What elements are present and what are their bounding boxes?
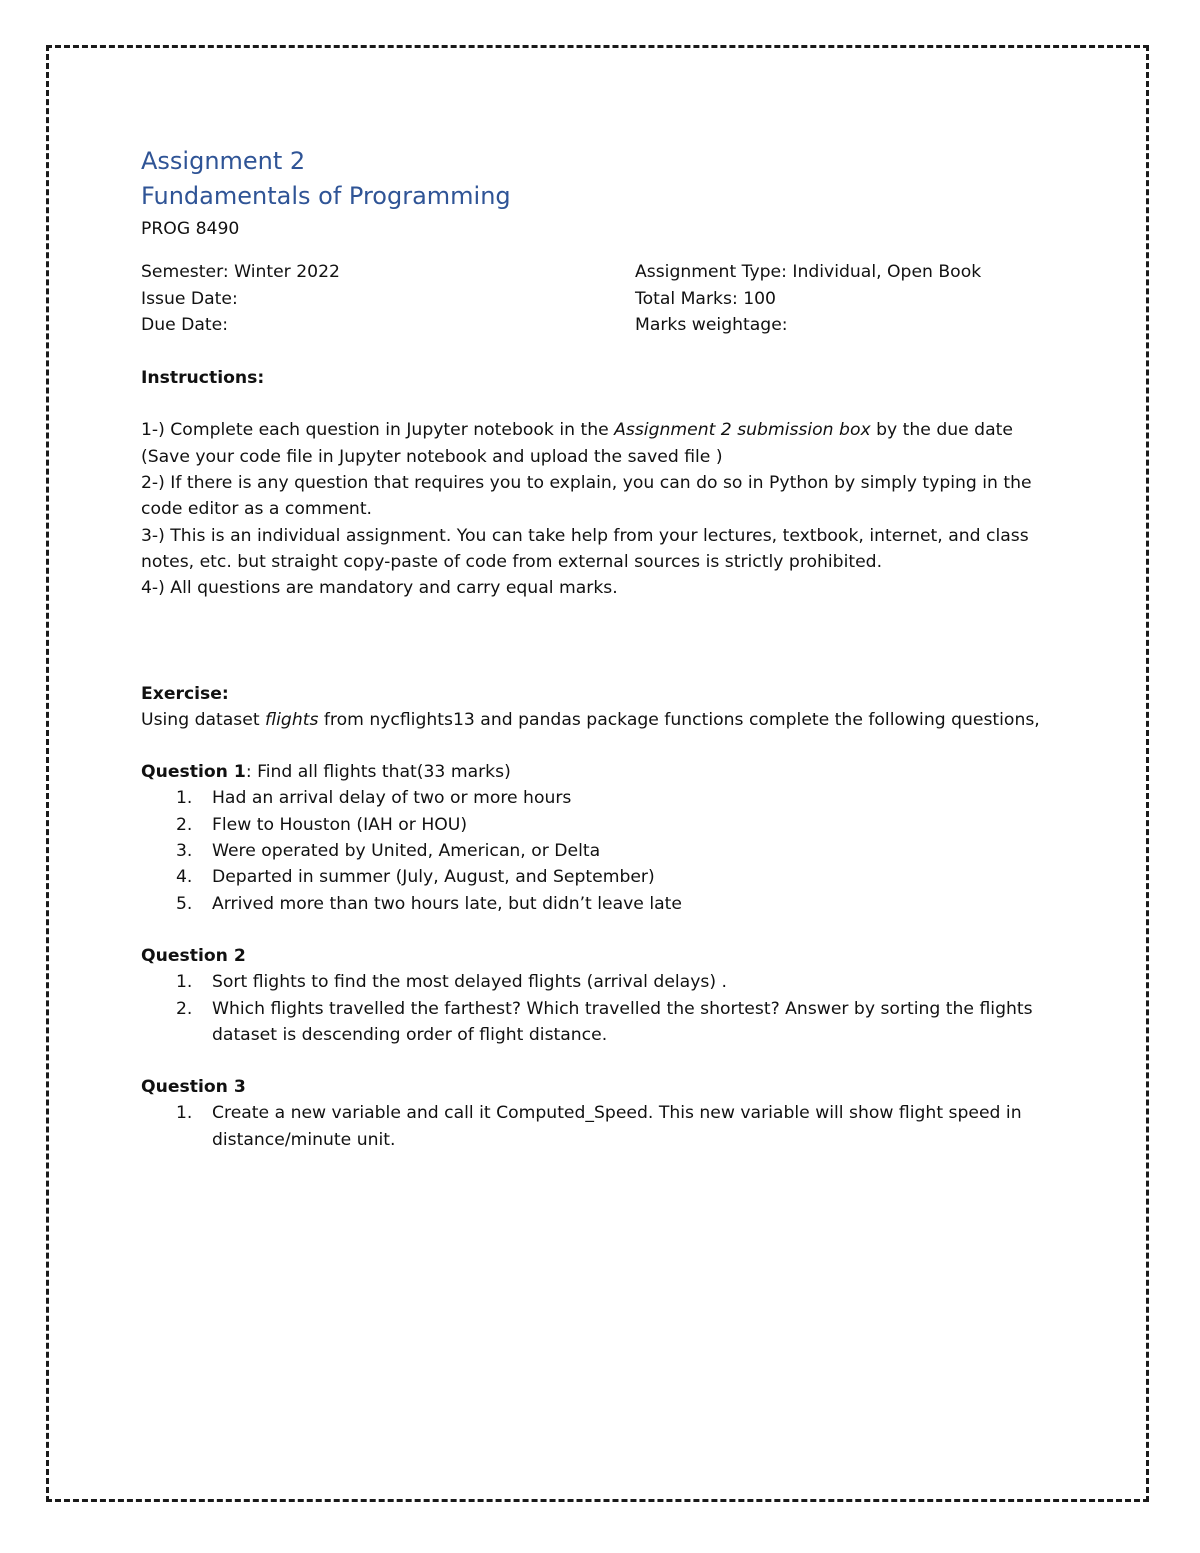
instructions-heading: Instructions:	[141, 368, 265, 389]
list-item-number: 1.	[176, 972, 193, 993]
list-item	[141, 838, 1061, 864]
list-item	[141, 812, 1061, 838]
list-item-text: Arrived more than two hours late, but didn’t leave late	[212, 893, 682, 914]
list-item-text: Create a new variable and call it Computed_Speed. This new variable will show flight speed in distance/minute unit.	[212, 1103, 1022, 1150]
meta-issue-date: Issue Date:	[141, 288, 238, 309]
list-item-text: Which flights travelled the farthest? Which travelled the shortest? Answer by sorting the flights dataset is descending order of flight distance.	[212, 998, 1033, 1045]
list-item-number: 2.	[176, 814, 193, 835]
meta-assignment-type: Assignment Type: Individual, Open Book	[635, 262, 982, 283]
exercise-intro-text-end: from nycflights13 and pandas package functions complete the following questions,	[318, 709, 1040, 730]
list-item-text: Were operated by United, American, or Delta	[212, 841, 601, 862]
list-item-text: Sort flights to find the most delayed flights (arrival delays) .	[212, 972, 727, 993]
exercise-intro-text: Using dataset	[141, 709, 266, 730]
instruction-item-2: 2-) If there is any question that requires you to explain, you can do so in Python by simply typing in the code editor as a comment.	[141, 473, 1032, 520]
document-body	[141, 144, 1061, 1153]
meta-due-date: Due Date:	[141, 314, 229, 335]
list-item	[141, 996, 1061, 1049]
exercise-heading: Exercise:	[141, 683, 229, 704]
instruction-1-text-end: by the due date (Save your code file in Jupyter notebook and upload the saved file )	[141, 420, 1013, 467]
assignment-meta	[141, 259, 1061, 338]
instruction-1-emphasis: Assignment 2 submission box	[614, 420, 871, 441]
list-item-number: 1.	[176, 1103, 193, 1124]
list-item-number: 5.	[176, 893, 193, 914]
list-item-text: Departed in summer (July, August, and September)	[212, 867, 655, 888]
instruction-item-3: 3-) This is an individual assignment. You can take help from your lectures, textbook, internet, and class notes, etc. but straight copy-paste of code from external sources is strictly prohibited.	[141, 525, 1029, 572]
list-item-number: 4.	[176, 867, 193, 888]
question-1-list	[141, 785, 1061, 916]
question-3-heading	[141, 1074, 1061, 1100]
list-item-text: Flew to Houston (IAH or HOU)	[212, 814, 468, 835]
dataset-name: flights	[265, 709, 319, 730]
list-item-number: 2.	[176, 998, 193, 1019]
list-item-number: 1.	[176, 788, 193, 809]
list-item	[141, 785, 1061, 811]
question-2-list	[141, 969, 1061, 1048]
assignment-title: Assignment 2	[141, 147, 306, 175]
instruction-item-1	[141, 417, 1061, 470]
meta-marks-weightage: Marks weightage:	[635, 314, 788, 335]
meta-semester: Semester: Winter 2022	[141, 262, 340, 283]
course-title: Fundamentals of Programming	[141, 182, 511, 210]
course-code: PROG 8490	[141, 219, 240, 239]
question-2-title: Question 2	[141, 945, 246, 966]
list-item	[141, 969, 1061, 995]
instructions-list	[141, 417, 1061, 601]
meta-total-marks: Total Marks: 100	[635, 288, 776, 309]
meta-right-column	[635, 259, 1065, 338]
instruction-1-text: 1-) Complete each question in Jupyter notebook in the	[141, 420, 615, 441]
list-item-text: Had an arrival delay of two or more hours	[212, 788, 572, 809]
list-item	[141, 891, 1061, 917]
exercise-intro	[141, 707, 1061, 733]
question-1-suffix: : Find all flights that(33 marks)	[245, 762, 511, 783]
question-1-title: Question 1	[141, 762, 246, 783]
list-item-number: 3.	[176, 841, 193, 862]
question-3-list	[141, 1100, 1061, 1153]
question-1-heading	[141, 759, 1061, 785]
question-3-title: Question 3	[141, 1077, 246, 1098]
meta-left-column	[141, 259, 635, 338]
instruction-item-4: 4-) All questions are mandatory and carry equal marks.	[141, 578, 618, 599]
list-item	[141, 1100, 1061, 1153]
question-2-heading	[141, 943, 1061, 969]
list-item	[141, 864, 1061, 890]
